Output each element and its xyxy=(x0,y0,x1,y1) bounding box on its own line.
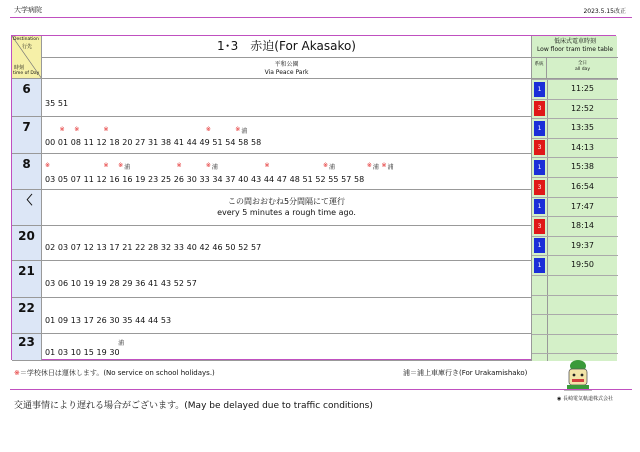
lowfloor-col-allday-en: all day xyxy=(575,67,590,72)
lowfloor-time: 15:38 xyxy=(570,162,595,172)
hour-cell: 8 xyxy=(12,154,42,190)
lowfloor-time: 17:47 xyxy=(570,201,595,211)
line-badge: 1 xyxy=(534,121,545,136)
minutes-row xyxy=(42,334,531,361)
via-jp: 平和公園 xyxy=(274,61,299,68)
lowfloor-gridline xyxy=(532,295,618,296)
lowfloor-title-jp: 低床式電車時刻 xyxy=(553,38,596,45)
lowfloor-title-en: Low floor tram time table xyxy=(536,46,614,53)
lowfloor-gridline xyxy=(532,79,618,80)
urakami-mark: 浦 xyxy=(328,164,335,171)
departure-minutes: 01 09 13 17 26 30 35 44 44 53 xyxy=(45,316,172,325)
lowfloor-panel xyxy=(531,36,617,361)
school-holiday-mark: ※ xyxy=(59,126,65,133)
company-name xyxy=(557,395,613,402)
company-logo-icon: ◉ xyxy=(557,396,563,402)
lowfloor-time: 19:37 xyxy=(570,240,595,250)
lowfloor-col-allday-jp: 全日 xyxy=(578,61,587,66)
urakami-mark: 浦 xyxy=(118,340,125,347)
corner-time-en: time of Day xyxy=(13,71,40,76)
hour-cell: 7 xyxy=(12,117,42,154)
school-holiday-mark: ※ xyxy=(103,126,109,133)
corner-time-jp: 時刻 xyxy=(14,65,25,71)
school-holiday-mark: ※ xyxy=(322,162,328,169)
lowfloor-time: 12:52 xyxy=(570,103,595,113)
line-badge: 1 xyxy=(534,238,545,253)
lowfloor-gridline xyxy=(532,216,618,217)
corner-destination-jp: 行先 xyxy=(22,44,33,50)
lowfloor-gridline xyxy=(532,314,618,315)
lowfloor-time: 18:14 xyxy=(570,221,595,231)
lowfloor-col-line: 系統 xyxy=(532,58,547,79)
hour-cell: 21 xyxy=(12,261,42,298)
line-badge: 1 xyxy=(534,82,545,97)
departure-minutes: 02 03 07 12 13 17 21 22 28 32 33 40 42 46 50 52 57 xyxy=(45,243,262,252)
legend-school-holiday xyxy=(14,368,215,378)
urakami-mark: 浦 xyxy=(211,164,218,171)
departure-minutes: 00 01 08 11 12 18 20 27 31 38 41 44 49 51 54 58 58 xyxy=(45,138,262,147)
lowfloor-gridline xyxy=(532,353,618,354)
legend-urakami: 浦＝浦上車庫行き(For Urakamishako) xyxy=(403,369,528,377)
urakami-mark: 浦 xyxy=(241,128,248,135)
delay-notice: 交通事情により遅れる場合がございます。(May be delayed due to traffic conditions) xyxy=(14,401,373,411)
via-en: Via Peace Park xyxy=(264,69,309,76)
minutes-row xyxy=(42,117,531,154)
school-holiday-mark: ※ xyxy=(118,162,124,169)
lowfloor-gridline xyxy=(532,236,618,237)
school-holiday-mark: ※ xyxy=(264,162,270,169)
lowfloor-divider xyxy=(547,79,548,361)
school-holiday-mark: ※ xyxy=(205,126,211,133)
lowfloor-time: 13:35 xyxy=(570,123,595,133)
minutes-row xyxy=(42,79,531,117)
via-header xyxy=(42,58,531,79)
interval-note-jp: この間おおむね5分間隔にて運行 xyxy=(227,197,346,206)
line-badge: 1 xyxy=(534,160,545,175)
hour-cell: 6 xyxy=(12,79,42,117)
lowfloor-gridline xyxy=(532,275,618,276)
hour-cell: 23 xyxy=(12,334,42,361)
lowfloor-col-allday xyxy=(547,58,618,79)
stop-name: 大学病院 xyxy=(14,6,42,14)
line-badge: 1 xyxy=(534,258,545,273)
lowfloor-gridline xyxy=(532,157,618,158)
minutes-row xyxy=(42,154,531,190)
school-holiday-mark: ※ xyxy=(205,162,211,169)
lowfloor-time: 16:54 xyxy=(570,182,595,191)
hour-cell: 20 xyxy=(12,226,42,261)
departure-minutes: 35 51 xyxy=(45,99,69,108)
line-badge: 3 xyxy=(534,219,545,234)
lowfloor-gridline xyxy=(532,197,618,198)
lowfloor-gridline xyxy=(532,334,618,335)
minutes-row xyxy=(42,226,531,261)
lowfloor-title xyxy=(532,36,618,58)
legend-mark: ※ xyxy=(14,369,20,377)
legend-school-text: ＝学校休日は運休します。(No service on school holidays.) xyxy=(19,369,215,377)
school-holiday-mark: ※ xyxy=(235,126,241,133)
corner-header xyxy=(12,36,42,79)
lowfloor-time: 11:25 xyxy=(570,84,595,93)
timetable-frame xyxy=(11,35,616,360)
footer-divider xyxy=(10,389,632,390)
departure-minutes: 03 06 10 19 19 28 29 36 41 43 52 57 xyxy=(45,279,197,288)
line-badge: 3 xyxy=(534,180,545,195)
lowfloor-gridline xyxy=(532,177,618,178)
minutes-row xyxy=(42,190,531,226)
school-holiday-mark: ※ xyxy=(45,162,51,169)
line-badge: 1 xyxy=(534,199,545,214)
top-divider xyxy=(10,17,632,18)
minutes-row xyxy=(42,261,531,298)
line-badge: 3 xyxy=(534,140,545,155)
school-holiday-mark: ※ xyxy=(381,162,387,169)
line-badge: 3 xyxy=(534,101,545,116)
mascot-illustration xyxy=(560,357,596,393)
hour-cell: 22 xyxy=(12,298,42,334)
destination-title: 1･3 赤迫(For Akasako) xyxy=(42,36,531,58)
urakami-mark: 浦 xyxy=(387,164,394,171)
corner-destination-en: Destination xyxy=(13,37,39,42)
lowfloor-time: 19:50 xyxy=(570,260,595,270)
departure-minutes: 01 03 10 15 19 30 xyxy=(45,348,120,357)
urakami-mark: 浦 xyxy=(124,164,131,171)
lowfloor-gridline xyxy=(532,138,618,139)
urakami-mark: 浦 xyxy=(372,164,379,171)
lowfloor-gridline xyxy=(532,118,618,119)
revision-date: 2023.5.15改正 xyxy=(583,8,626,15)
school-holiday-mark: ※ xyxy=(74,126,80,133)
departure-minutes: 03 05 07 11 12 16 16 19 23 25 26 30 33 34 37 40 43 44 47 48 51 52 55 57 58 xyxy=(45,175,365,184)
school-holiday-mark: ※ xyxy=(103,162,109,169)
lowfloor-gridline xyxy=(532,255,618,256)
minutes-row xyxy=(42,298,531,334)
lowfloor-gridline xyxy=(532,99,618,100)
hour-cell: 〈 xyxy=(12,190,42,226)
interval-note-en: every 5 minutes a rough time ago. xyxy=(217,208,356,217)
school-holiday-mark: ※ xyxy=(176,162,182,169)
school-holiday-mark: ※ xyxy=(366,162,372,169)
company-name-text: 長崎電気軌道株式会社 xyxy=(562,396,613,402)
lowfloor-time: 14:13 xyxy=(570,142,595,152)
